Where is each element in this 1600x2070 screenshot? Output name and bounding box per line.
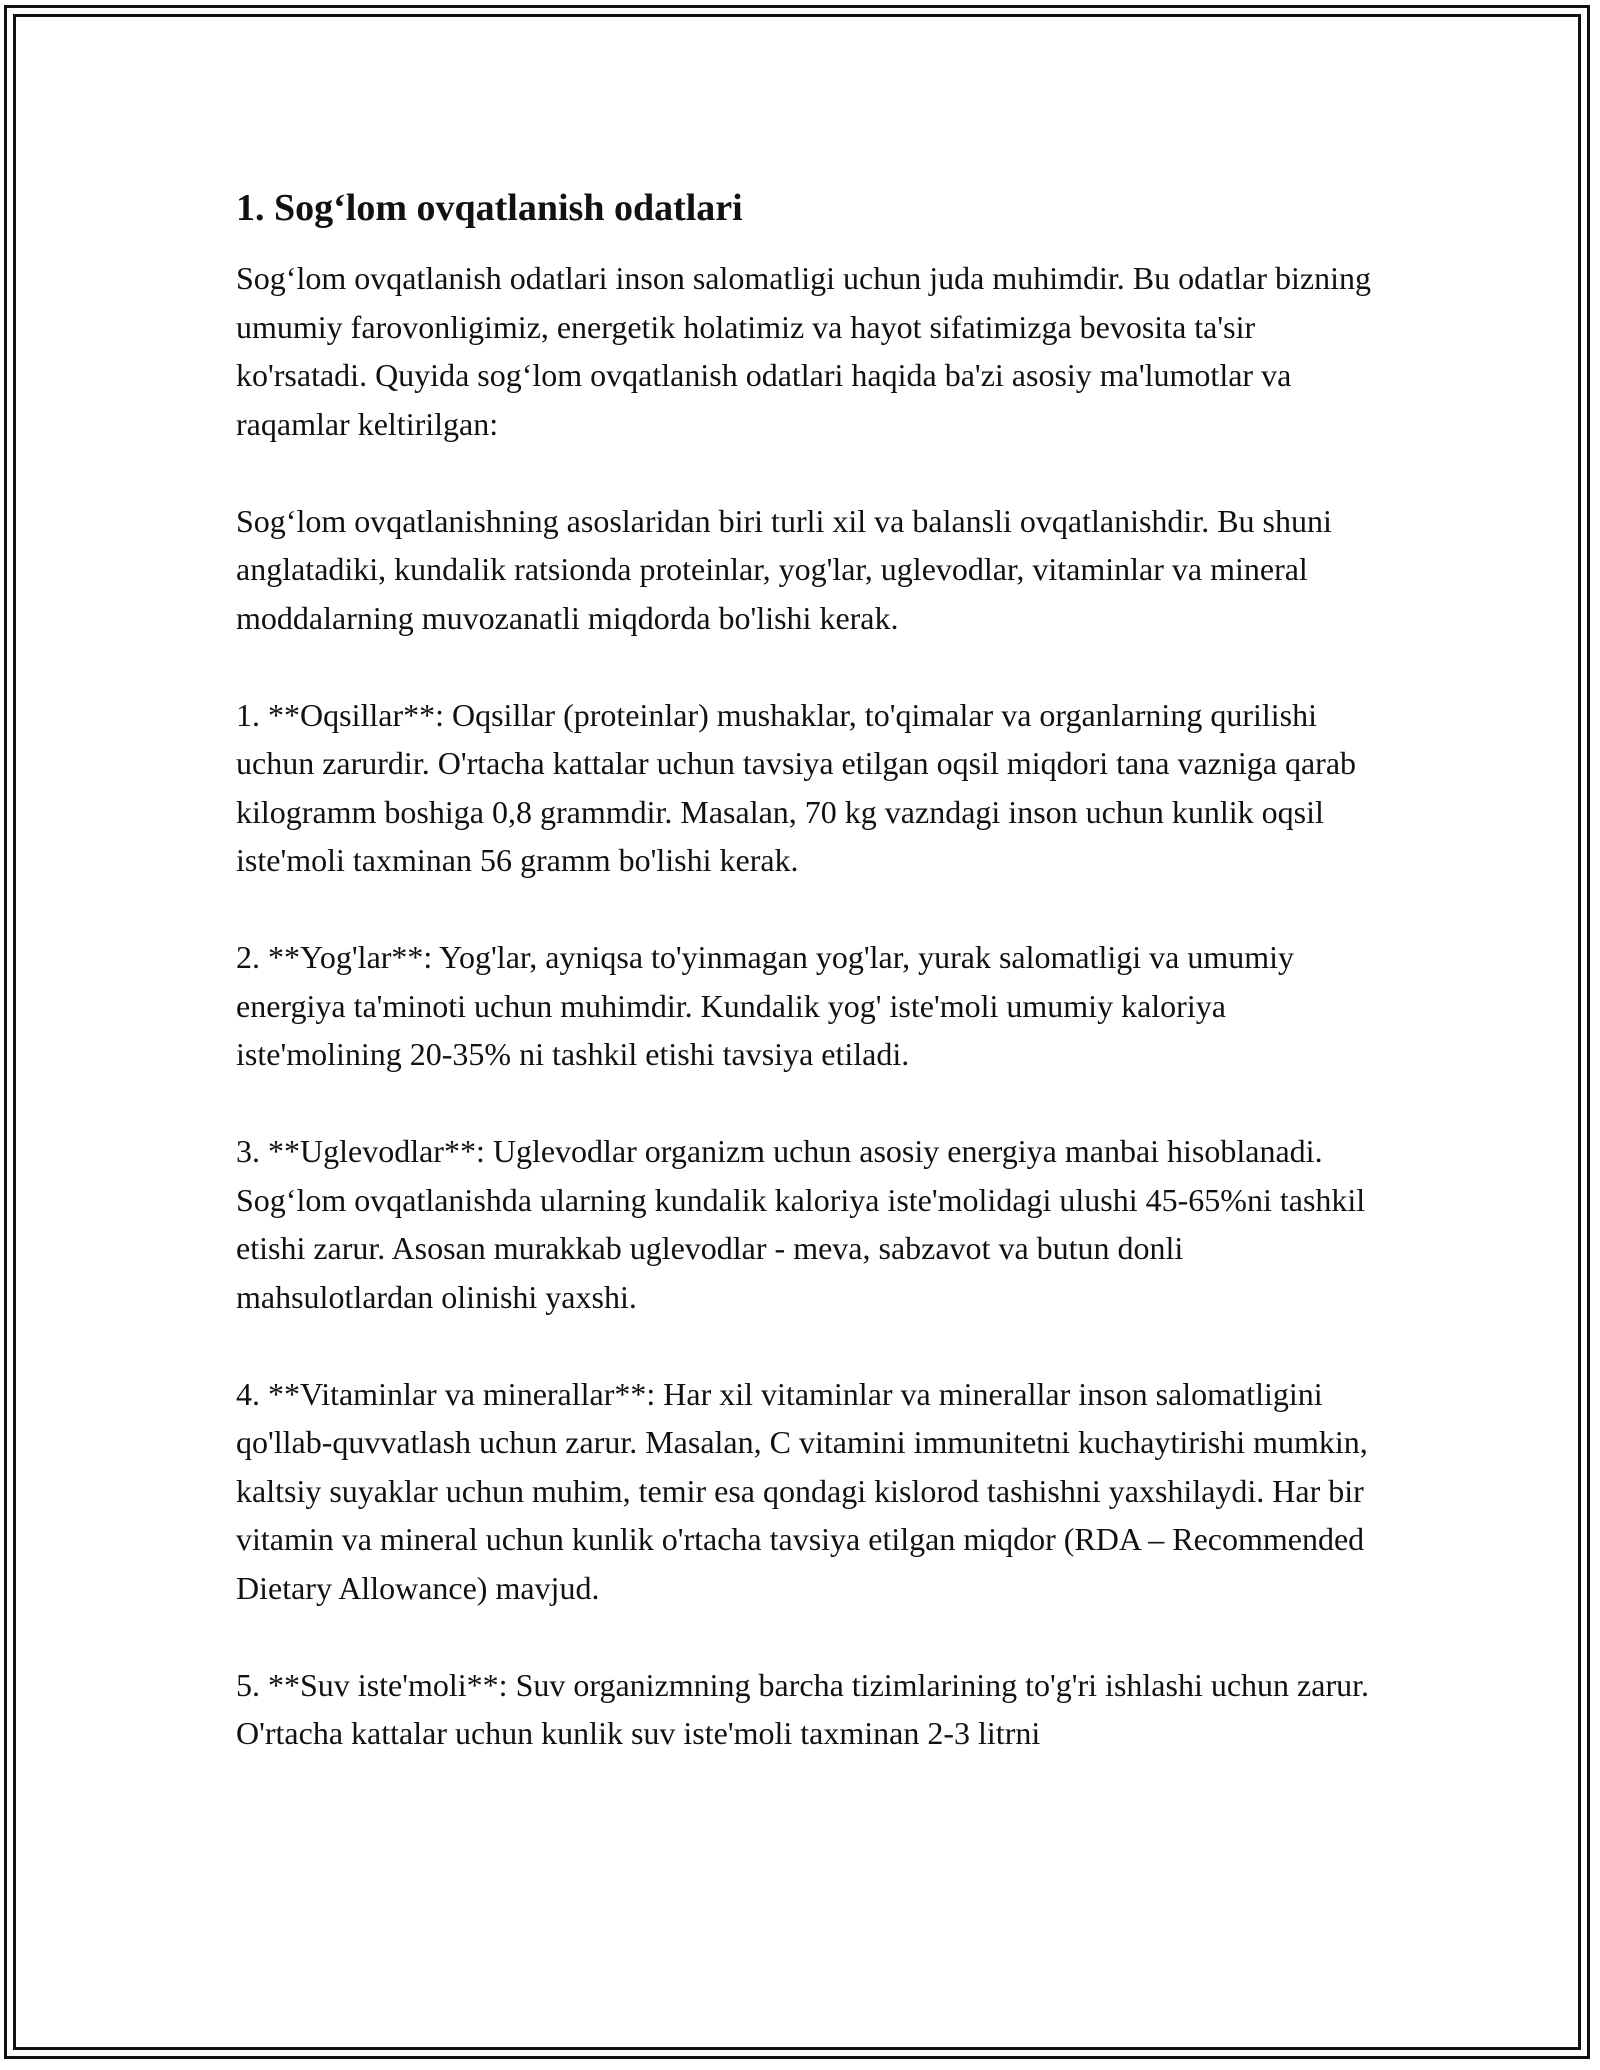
- vitamins-minerals-paragraph: 4. **Vitaminlar va minerallar**: Har xil vitaminlar va minerallar inson salomatligini qo'llab-quvvatlash uchun zarur. Masalan, C vitamini immunitetni kuchaytirishi mumkin, kaltsiy suyaklar uchun muhim, temir esa qondagi kislorod tashishni yaxshilaydi. Har bir vitamin va mineral uchun kunlik o'rtacha tavsiya etilgan miqdor (RDA – Recommended Dietary Allowance) mavjud.: [236, 1375, 1368, 1606]
- water-paragraph: 5. **Suv iste'moli**: Suv organizmning barcha tizimlarining to'g'ri ishlashi uchun zarur. O'rtacha kattalar uchun kunlik suv iste'moli taxminan 2-3 litrni: [236, 1666, 1369, 1751]
- proteins-paragraph: 1. **Oqsillar**: Oqsillar (proteinlar) mushaklar, to'qimalar va organlarning qurilishi uchun zarurdir. O'rtacha kattalar uchun tavsiya etilgan oqsil miqdori tana vazniga qarab kilogramm boshiga 0,8 grammdir. Masalan, 70 kg vazndagi inson uchun kunlik oqsil iste'moli taxminan 56 gramm bo'lishi kerak.: [236, 696, 1357, 878]
- carbohydrates-paragraph: 3. **Uglevodlar**: Uglevodlar organizm uchun asosiy energiya manbai hisoblanadi. Sog‘lom ovqatlanishda ularning kundalik kaloriya iste'molidagi ulushi 45-65%ni tashkil etishi zarur. Asosan murakkab uglevodlar - meva, sabzavot va butun donli mahsulotlardan olinishi yaxshi.: [236, 1133, 1366, 1315]
- section-heading: 1. Sog‘lom ovqatlanish odatlari: [236, 187, 743, 229]
- balance-paragraph: Sog‘lom ovqatlanishning asoslaridan biri turli xil va balansli ovqatlanishdir. Bu shuni anglatadiki, kundalik ratsionda proteinlar, yog'lar, uglevodlar, vitaminlar va mineral moddalarning muvozanatli miqdorda bo'lishi kerak.: [236, 502, 1332, 636]
- fats-paragraph: 2. **Yog'lar**: Yog'lar, ayniqsa to'yinmagan yog'lar, yurak salomatligi va umumiy energiya ta'minoti uchun muhimdir. Kundalik yog' iste'moli umumiy kaloriya iste'molining 20-35% ni tashkil etishi tavsiya etiladi.: [236, 939, 1295, 1072]
- document-body: [236, 184, 1376, 1806]
- intro-paragraph: Sog‘lom ovqatlanish odatlari inson salomatligi uchun juda muhimdir. Bu odatlar bizning umumiy farovonligimiz, energetik holatimiz va hayot sifatimizga bevosita ta'sir ko'rsatadi. Quyida sog‘lom ovqatlanish odatlari haqida ba'zi asosiy ma'lumotlar va raqamlar keltirilgan:: [236, 260, 1371, 442]
